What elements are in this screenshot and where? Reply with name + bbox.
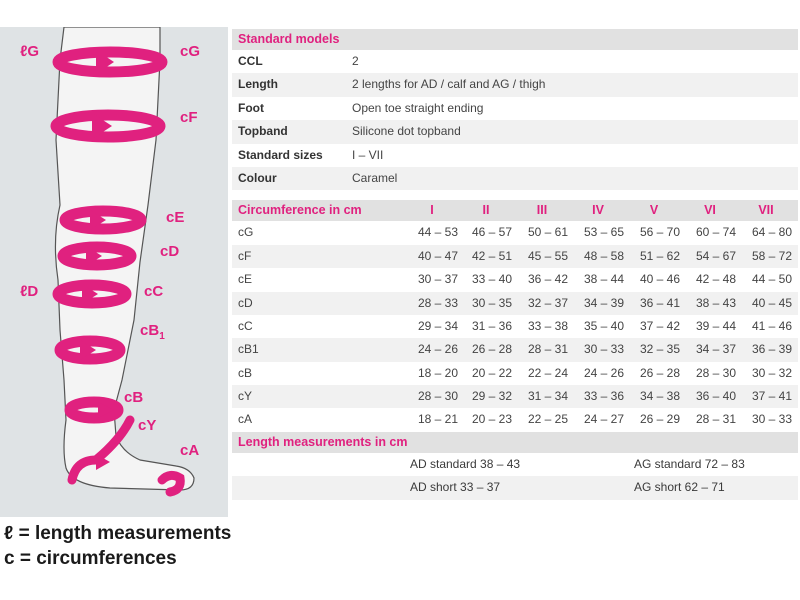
standard-models-rows bbox=[232, 50, 798, 190]
circumference-cell: 20 – 23 bbox=[471, 412, 513, 427]
length-row bbox=[232, 476, 798, 499]
circumference-cell: 53 – 65 bbox=[583, 225, 625, 240]
circumference-cell: 50 – 61 bbox=[527, 225, 569, 240]
circumference-cell: 33 – 40 bbox=[471, 272, 513, 287]
circumference-cell: 40 – 47 bbox=[417, 248, 459, 263]
circumference-cell: 34 – 39 bbox=[583, 295, 625, 310]
length-cell: AD short 33 – 37 bbox=[410, 480, 501, 495]
circumference-cell: 44 – 53 bbox=[417, 225, 459, 240]
circumference-cell: 54 – 67 bbox=[695, 248, 737, 263]
circumference-label: cF bbox=[238, 248, 252, 263]
label-cY: cY bbox=[138, 417, 157, 434]
circumference-cell: 35 – 40 bbox=[583, 318, 625, 333]
label-cF: cF bbox=[180, 109, 198, 126]
circumference-rows bbox=[232, 221, 798, 432]
size-header: IV bbox=[592, 203, 604, 218]
circumference-cell: 18 – 21 bbox=[417, 412, 459, 427]
standard-key: Foot bbox=[238, 100, 264, 115]
circumference-cell: 29 – 34 bbox=[417, 318, 459, 333]
circumference-cell: 46 – 57 bbox=[471, 225, 513, 240]
circumference-cell: 64 – 80 bbox=[751, 225, 793, 240]
length-row bbox=[232, 453, 798, 476]
circumference-cell: 38 – 44 bbox=[583, 272, 625, 287]
circumference-cell: 40 – 46 bbox=[639, 272, 681, 287]
circumference-row bbox=[232, 338, 798, 361]
circumference-cell: 48 – 58 bbox=[583, 248, 625, 263]
label-cA: cA bbox=[180, 442, 200, 459]
standard-key: Length bbox=[238, 77, 278, 92]
circumference-cell: 24 – 26 bbox=[583, 365, 625, 380]
length-cell: AD standard 38 – 43 bbox=[410, 456, 521, 471]
circumference-cell: 20 – 22 bbox=[471, 365, 513, 380]
circumference-cell: 51 – 62 bbox=[639, 248, 681, 263]
circumference-cell: 29 – 32 bbox=[471, 389, 513, 404]
circumference-cell: 34 – 38 bbox=[639, 389, 681, 404]
circumference-cell: 56 – 70 bbox=[639, 225, 681, 240]
standard-models-header: Standard models bbox=[232, 29, 798, 50]
circumference-cell: 30 – 37 bbox=[417, 272, 459, 287]
circumference-cell: 30 – 32 bbox=[751, 365, 793, 380]
circumference-cell: 45 – 55 bbox=[527, 248, 569, 263]
circumference-cell: 60 – 74 bbox=[695, 225, 737, 240]
circumference-cell: 32 – 37 bbox=[527, 295, 569, 310]
circumference-label: cD bbox=[238, 295, 253, 310]
circumference-cell: 44 – 50 bbox=[751, 272, 793, 287]
circumference-cell: 26 – 29 bbox=[639, 412, 681, 427]
circumference-cell: 31 – 36 bbox=[471, 318, 513, 333]
standard-value: 2 lengths for AD / calf and AG / thigh bbox=[352, 77, 546, 92]
label-lD: ℓD bbox=[20, 283, 39, 300]
circumference-cell: 24 – 26 bbox=[417, 342, 459, 357]
circumference-cell: 22 – 24 bbox=[527, 365, 569, 380]
circumference-row bbox=[232, 268, 798, 291]
circumference-cell: 28 – 31 bbox=[695, 412, 737, 427]
circumference-cell: 28 – 30 bbox=[417, 389, 459, 404]
label-cB: cB bbox=[124, 389, 144, 406]
circumference-cell: 28 – 31 bbox=[527, 342, 569, 357]
standard-key: Standard sizes bbox=[238, 147, 323, 162]
standard-value: Silicone dot topband bbox=[352, 124, 461, 139]
circumference-label: cB bbox=[238, 365, 253, 380]
circumference-label: cE bbox=[238, 272, 253, 287]
circumference-cell: 36 – 41 bbox=[639, 295, 681, 310]
circumference-cell: 37 – 41 bbox=[751, 389, 793, 404]
leg-diagram bbox=[0, 27, 228, 517]
spec-table bbox=[232, 29, 798, 500]
circumference-label: cG bbox=[238, 225, 254, 240]
circumference-cell: 22 – 25 bbox=[527, 412, 569, 427]
circumference-row bbox=[232, 385, 798, 408]
circumference-cell: 30 – 33 bbox=[583, 342, 625, 357]
standard-value: I – VII bbox=[352, 147, 384, 162]
circumference-label: cY bbox=[238, 389, 253, 404]
circumference-cell: 38 – 43 bbox=[695, 295, 737, 310]
circumference-row bbox=[232, 221, 798, 244]
circumference-cell: 30 – 33 bbox=[751, 412, 793, 427]
label-lG: ℓG bbox=[20, 43, 39, 60]
circumference-cell: 30 – 35 bbox=[471, 295, 513, 310]
circumference-row bbox=[232, 362, 798, 385]
size-header: I bbox=[430, 203, 434, 218]
leg-illustration bbox=[0, 27, 228, 517]
length-cell: AG short 62 – 71 bbox=[634, 480, 725, 495]
label-cE: cE bbox=[166, 209, 185, 226]
label-cD: cD bbox=[160, 243, 180, 260]
standard-row bbox=[232, 144, 798, 167]
circumference-cell: 36 – 39 bbox=[751, 342, 793, 357]
length-header: Length measurements in cm bbox=[232, 432, 798, 453]
circumference-row bbox=[232, 315, 798, 338]
circumference-header bbox=[232, 200, 798, 221]
label-cB1: $cB_1$ bbox=[140, 322, 165, 342]
length-rows bbox=[232, 453, 798, 500]
circumference-cell: 24 – 27 bbox=[583, 412, 625, 427]
circumference-cell: 26 – 28 bbox=[639, 365, 681, 380]
size-header: V bbox=[649, 203, 659, 218]
circumference-cell: 58 – 72 bbox=[751, 248, 793, 263]
circumference-cell: 40 – 45 bbox=[751, 295, 793, 310]
circumference-cell: 42 – 51 bbox=[471, 248, 513, 263]
circumference-label: cC bbox=[238, 318, 253, 333]
legend-length: ℓ = length measurements bbox=[4, 523, 232, 544]
circumference-row bbox=[232, 408, 798, 431]
size-header: VII bbox=[758, 203, 774, 218]
circumference-cell: 42 – 48 bbox=[695, 272, 737, 287]
circumference-cell: 37 – 42 bbox=[639, 318, 681, 333]
circumference-cell: 39 – 44 bbox=[695, 318, 737, 333]
circumference-cell: 36 – 40 bbox=[695, 389, 737, 404]
standard-row bbox=[232, 97, 798, 120]
standard-value: Caramel bbox=[352, 170, 398, 185]
standard-key: Topband bbox=[238, 124, 288, 139]
circumference-label: cA bbox=[238, 412, 253, 427]
label-cC: cC bbox=[144, 283, 164, 300]
size-header: II bbox=[482, 203, 490, 218]
circumference-cell: 34 – 37 bbox=[695, 342, 737, 357]
standard-value: Open toe straight ending bbox=[352, 100, 484, 115]
circumference-cell: 33 – 36 bbox=[583, 389, 625, 404]
standard-row bbox=[232, 120, 798, 143]
standard-row bbox=[232, 167, 798, 190]
circumference-cell: 41 – 46 bbox=[751, 318, 793, 333]
label-cG: cG bbox=[180, 43, 201, 60]
standard-key: CCL bbox=[238, 54, 263, 68]
circumference-label: cB1 bbox=[238, 342, 259, 357]
legend-circumference: c = circumferences bbox=[4, 548, 177, 569]
circumference-cell: 28 – 33 bbox=[417, 295, 459, 310]
standard-value: 2 bbox=[352, 54, 359, 68]
standard-row bbox=[232, 50, 798, 73]
circumference-cell: 32 – 35 bbox=[639, 342, 681, 357]
circumference-cell: 31 – 34 bbox=[527, 389, 569, 404]
circumference-cell: 28 – 30 bbox=[695, 365, 737, 380]
size-header: VI bbox=[704, 203, 716, 218]
circumference-cell: 26 – 28 bbox=[471, 342, 513, 357]
circumference-row bbox=[232, 245, 798, 268]
circumference-cell: 36 – 42 bbox=[527, 272, 569, 287]
standard-row bbox=[232, 73, 798, 96]
size-header: III bbox=[536, 203, 548, 218]
standard-key: Colour bbox=[238, 170, 277, 185]
circumference-title: Circumference in cm bbox=[238, 203, 362, 218]
circumference-cell: 18 – 20 bbox=[417, 365, 459, 380]
length-cell: AG standard 72 – 83 bbox=[634, 456, 745, 471]
circumference-row bbox=[232, 292, 798, 315]
circumference-cell: 33 – 38 bbox=[527, 318, 569, 333]
